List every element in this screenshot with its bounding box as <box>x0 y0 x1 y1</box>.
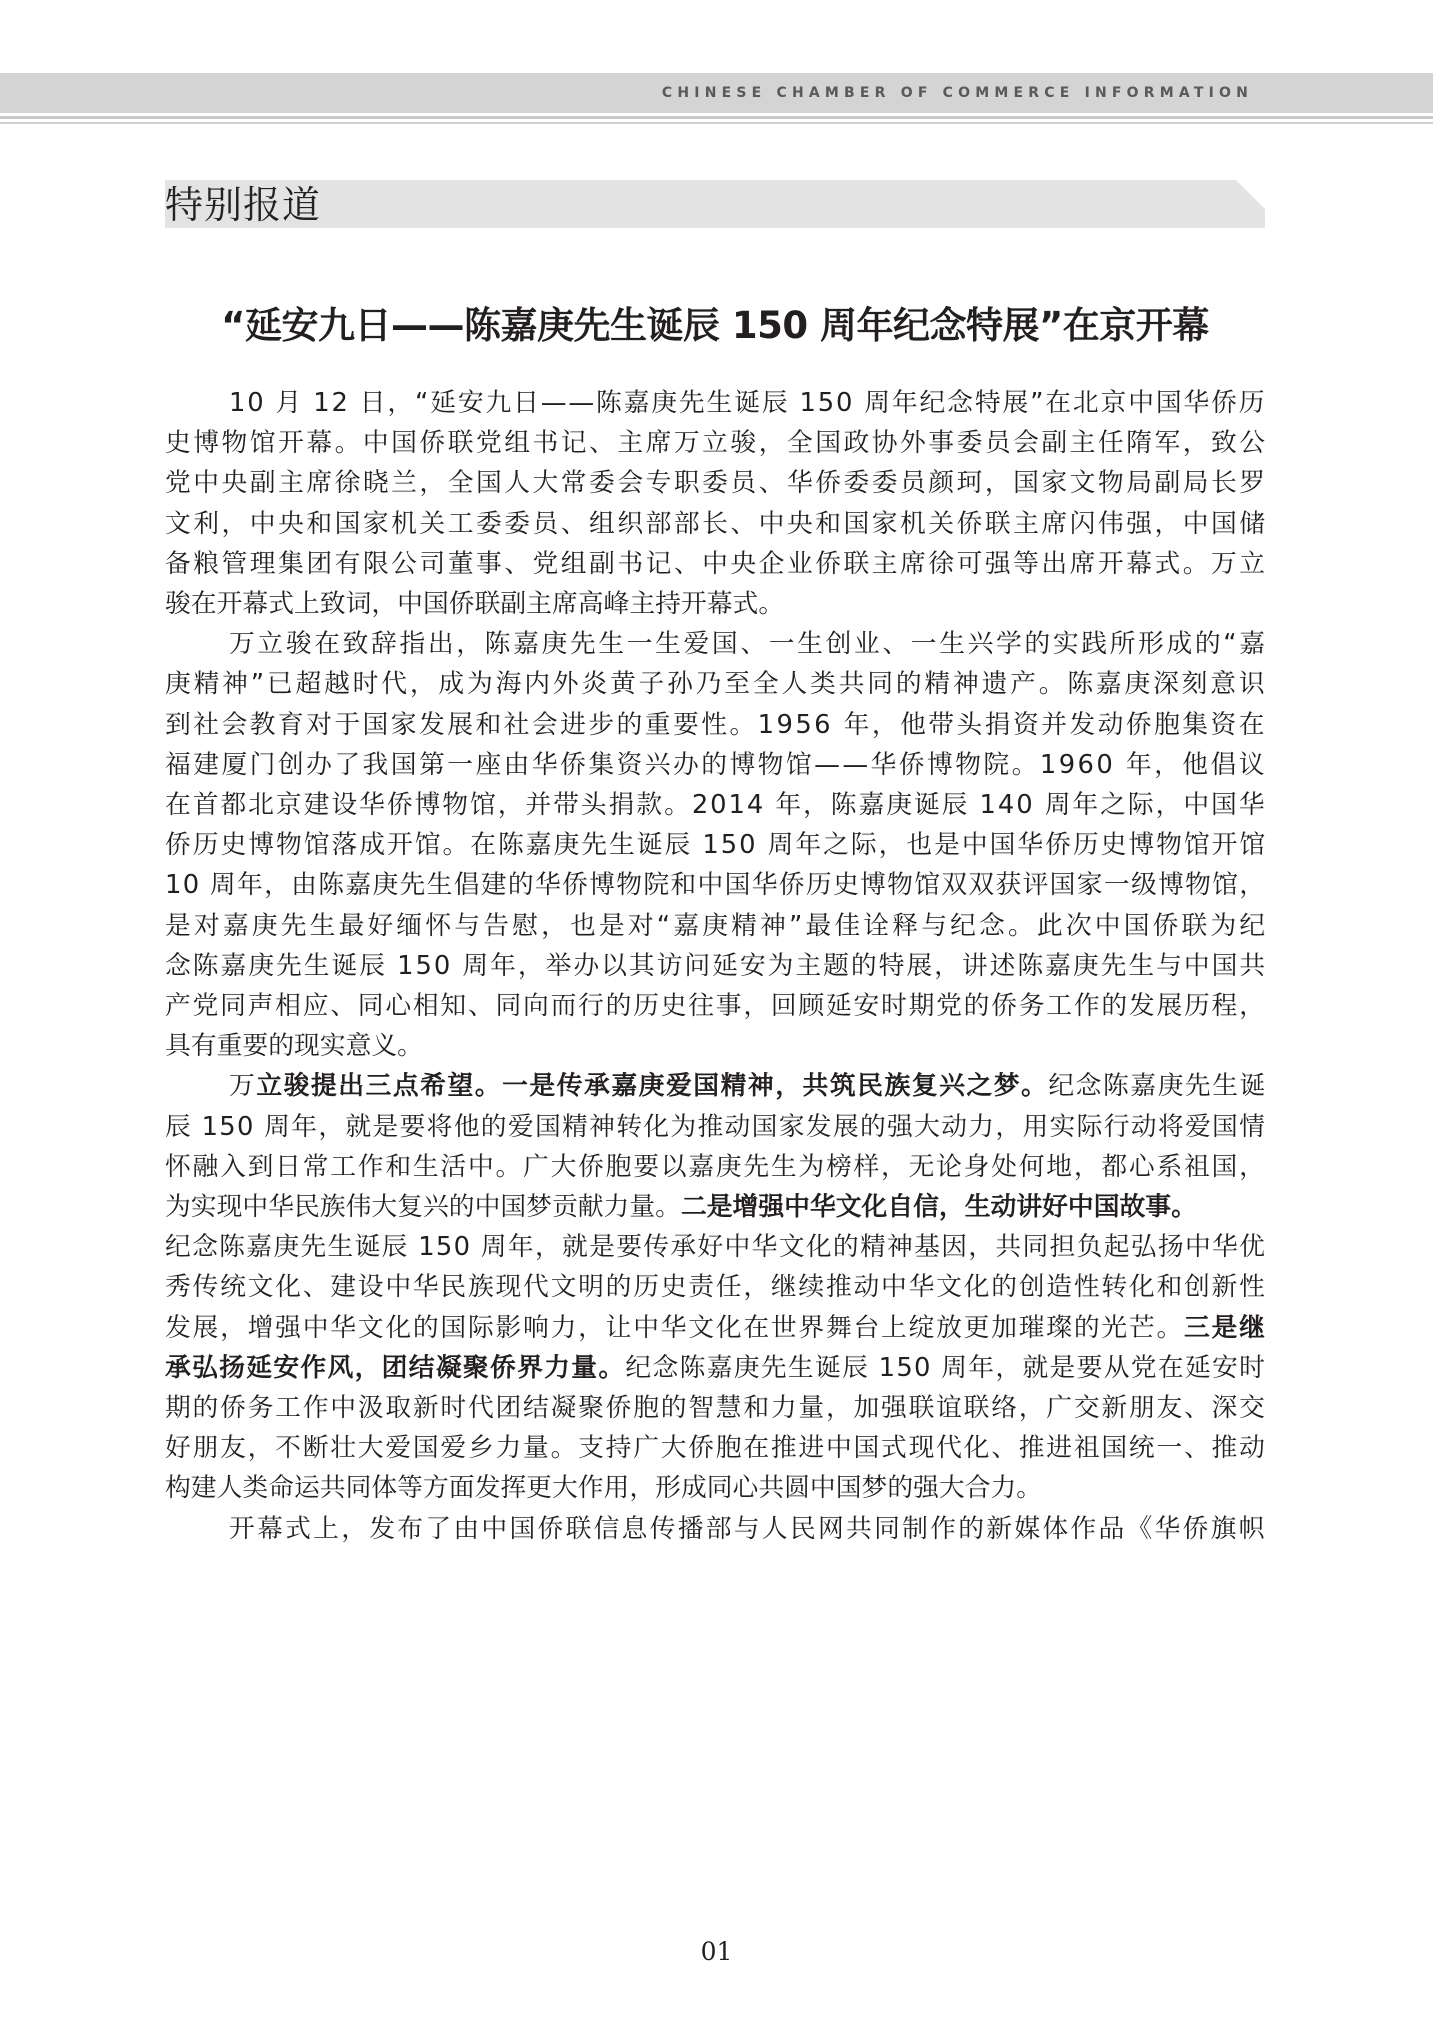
text-run: 侨历史博物馆落成开馆。在陈嘉庚先生诞辰 150 周年之际，也是中国华侨历史博物馆开馆 <box>165 830 1268 861</box>
text-run: 万立骏在致辞指出，陈嘉庚先生一生爱国、一生创业、一生兴学的实践所形成的“嘉 <box>229 629 1268 660</box>
text-run: 福建厦门创办了我国第一座由华侨集资兴办的博物馆——华侨博物院。1960 年，他倡议 <box>165 749 1267 780</box>
body-line <box>165 705 1267 745</box>
bold-text-run: 承弘扬延安作风，团结凝聚侨界力量。 <box>165 1352 626 1383</box>
body-line <box>165 906 1268 946</box>
body-line <box>165 825 1267 865</box>
text-run: 文利，中央和国家机关工委委员、组织部部长、中央和国家机关侨联主席闪伟强，中国储 <box>165 508 1268 539</box>
body-line <box>165 1267 1267 1307</box>
text-run: 纪念陈嘉庚先生诞辰 150 周年，就是要传承好中华文化的精神基因，共同担负起弘扬中华优 <box>165 1232 1267 1263</box>
text-run: 产党同声相应、同心相知、同向而行的历史往事，回顾延安时期党的侨务工作的发展历程， <box>165 991 1267 1021</box>
body-line <box>165 1227 1266 1267</box>
body-line <box>165 1187 1197 1227</box>
body-line <box>165 865 1266 905</box>
body-line <box>229 1066 1267 1106</box>
text-run: 史博物馆开幕。中国侨联党组书记、主席万立骏，全国政协外事委员会副主任隋军，致公 <box>165 428 1268 459</box>
body-line <box>165 1147 1267 1187</box>
text-run: 构建人类命运共同体等方面发挥更大作用，形成同心共圆中国梦的强大合力。 <box>165 1473 1043 1504</box>
body-line <box>229 1509 1267 1549</box>
article-title: “延安九日——陈嘉庚先生诞辰 150 周年纪念特展”在京开幕 <box>221 304 1209 347</box>
text-run: 是对嘉庚先生最好缅怀与告慰，也是对“嘉庚精神”最佳诠释与纪念。此次中国侨联为纪 <box>165 910 1269 941</box>
body-line <box>165 1428 1267 1468</box>
text-run: 纪念陈嘉庚先生诞 <box>1048 1071 1267 1102</box>
text-run: 为实现中华民族伟大复兴的中国梦贡献力量。 <box>165 1192 681 1222</box>
text-run: 怀融入到日常工作和生活中。广大侨胞要以嘉庚先生为榜样，无论身处何地，都心系祖国， <box>165 1151 1267 1182</box>
text-run: 到社会教育对于国家发展和社会进步的重要性。1956 年，他带头捐资并发动侨胞集资在 <box>165 709 1267 740</box>
bold-text-run: 立骏提出三点希望。一是传承嘉庚爱国精神，共筑民族复兴之梦。 <box>256 1071 1049 1102</box>
text-run: 好朋友，不断壮大爱国爱乡力量。支持广大侨胞在推进中国式现代化、推进祖国统一、推动 <box>165 1433 1267 1464</box>
text-run: 辰 150 周年，就是要将他的爱国精神转化为推动国家发展的强大动力，用实际行动将爱国情 <box>165 1111 1267 1142</box>
body-line <box>165 1026 423 1066</box>
text-run: 秀传统文化、建设中华民族现代文明的历史责任，继续推动中华文化的创造性转化和创新性 <box>165 1272 1267 1303</box>
body-line <box>165 664 1267 704</box>
body-line <box>165 785 1267 825</box>
body-line <box>165 1348 1266 1388</box>
body-line <box>229 624 1268 664</box>
section-title: 特别报道 <box>165 183 322 227</box>
body-line <box>165 1388 1267 1428</box>
text-run: 纪念陈嘉庚先生诞辰 150 周年，就是要从党在延安时 <box>625 1352 1267 1383</box>
body-line <box>165 423 1268 463</box>
body-line <box>165 1107 1266 1147</box>
body-line <box>165 463 1268 503</box>
text-run: 期的侨务工作中汲取新时代团结凝聚侨胞的智慧和力量，加强联谊联络，广交新朋友、深交 <box>165 1393 1267 1423</box>
text-run: 10 月 12 日，“延安九日——陈嘉庚先生诞辰 150 周年纪念特展”在北京中国华侨历 <box>229 388 1267 418</box>
text-run: 庚精神”已超越时代，成为海内外炎黄子孙乃至全人类共同的精神遗产。陈嘉庚深刻意识 <box>165 669 1268 700</box>
body-line <box>165 1468 1042 1508</box>
text-run: 开幕式上，发布了由中国侨联信息传播部与人民网共同制作的新媒体作品《华侨旗帜 <box>229 1513 1267 1544</box>
body-line <box>165 504 1268 544</box>
text-run: 念陈嘉庚先生诞辰 150 周年，举办以其访问延安为主题的特展，讲述陈嘉庚先生与中国共 <box>165 950 1268 981</box>
section-banner <box>165 180 1265 228</box>
header-divider-top <box>0 116 1433 119</box>
text-run: 发展，增强中华文化的国际影响力，让中华文化在世界舞台上绽放更加璀璨的光芒。 <box>165 1312 1184 1343</box>
text-run: 在首都北京建设华侨博物馆，并带头捐款。2014 年，陈嘉庚诞辰 140 周年之际，中国华 <box>165 790 1267 820</box>
body-line <box>165 1308 1267 1348</box>
page-number: 01 <box>700 1937 733 1966</box>
text-run: 10 周年，由陈嘉庚先生倡建的华侨博物院和中国华侨历史博物馆双双获评国家一级博物馆， <box>165 870 1267 901</box>
text-run: 骏在开幕式上致词，中国侨联副主席高峰主持开幕式。 <box>165 589 785 619</box>
body-line <box>165 745 1267 785</box>
body-line <box>165 986 1267 1026</box>
bold-text-run: 三是继 <box>1184 1312 1267 1343</box>
body-line <box>165 584 784 624</box>
body-line <box>229 383 1266 423</box>
publication-label: CHINESE CHAMBER OF COMMERCE INFORMATION <box>661 85 1253 101</box>
text-run: 备粮管理集团有限公司董事、党组副书记、中央企业侨联主席徐可强等出席开幕式。万立 <box>165 548 1268 579</box>
bold-text-run: 二是增强中华文化自信，生动讲好中国故事。 <box>680 1192 1197 1222</box>
body-line <box>165 544 1268 584</box>
body-line <box>165 946 1267 986</box>
text-run: 万 <box>229 1071 257 1102</box>
header-divider-bottom <box>0 122 1433 124</box>
text-run: 党中央副主席徐晓兰，全国人大常委会专职委员、华侨委委员颜珂，国家文物局副局长罗 <box>165 468 1268 499</box>
text-run: 具有重要的现实意义。 <box>165 1031 423 1062</box>
